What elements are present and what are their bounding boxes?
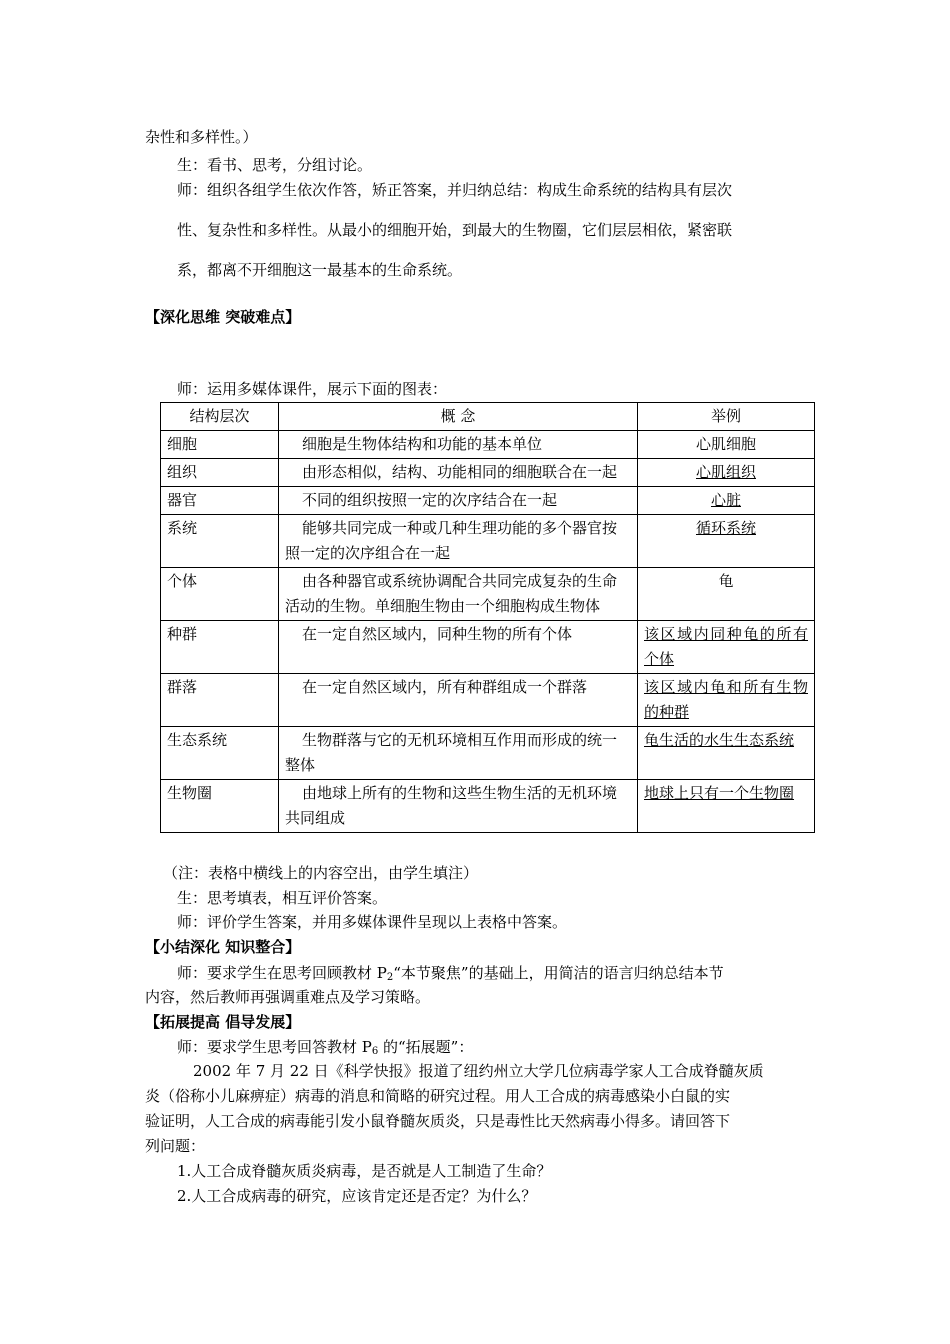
text-line: 生：看书、思考，分组讨论。 [177,156,373,174]
example-cell [638,459,815,487]
concept-cell: 由形态相似，结构、功能相同的细胞联合在一起 [279,459,638,487]
example-cell [638,515,815,568]
fill-blank-answer: 心肌组织 [695,463,756,481]
fill-blank-answer: 该区域内同种龟的所有个体 [644,625,808,668]
text-line: 2002 年 7 月 22 日《科学快报》报道了纽约州立大学几位病毒学家人工合成脊髓灰质 [193,1062,764,1080]
level-cell: 生物圈 [161,780,279,833]
text-line: 师：组织各组学生依次作答，矫正答案，并归纳总结：构成生命系统的结构具有层次 [177,181,733,199]
level-cell: 个体 [161,568,279,621]
example-cell [638,487,815,515]
section-heading: 【小结深化 知识整合】 [145,938,301,956]
section-heading: 【深化思维 突破难点】 [145,308,301,326]
level-cell: 群落 [161,674,279,727]
level-cell: 系统 [161,515,279,568]
table-row [161,515,815,568]
table-row [161,621,815,674]
table-row [161,487,815,515]
table-note: （注：表格中横线上的内容空出，由学生填注） [163,864,479,882]
concept-cell: 生物群落与它的无机环境相互作用而形成的统一整体 [279,727,638,780]
level-cell: 生态系统 [161,727,279,780]
concept-cell: 在一定自然区域内，所有种群组成一个群落 [279,674,638,727]
question-item: 2.人工合成病毒的研究，应该肯定还是否定？为什么？ [177,1187,537,1205]
header-concept: 概 念 [279,403,638,431]
concept-cell: 能够共同完成一种或几种生理功能的多个器官按照一定的次序组合在一起 [279,515,638,568]
question-item: 1.人工合成脊髓灰质炎病毒，是否就是人工制造了生命？ [177,1162,552,1180]
text-line: 验证明，人工合成的病毒能引发小鼠脊髓灰质炎，只是毒性比天然病毒小得多。请回答下 [145,1112,731,1130]
example-cell [638,621,815,674]
concept-cell: 在一定自然区域内，同种生物的所有个体 [279,621,638,674]
level-cell: 种群 [161,621,279,674]
concept-cell: 由地球上所有的生物和这些生物生活的无机环境共同组成 [279,780,638,833]
text-line: 内容，然后教师再强调重难点及学习策略。 [145,988,431,1006]
text-line: 系，都离不开细胞这一最基本的生命系统。 [177,261,463,279]
structure-levels-table [160,402,815,833]
fill-blank-answer: 该区域内龟和所有生物的种群 [644,678,808,721]
text-line: 师：要求学生在思考回顾教材 $P_2“$本节聚焦”的基础上，用简洁的语言归纳总结本节 [177,964,724,983]
text-line: 生：思考填表，相互评价答案。 [177,889,388,907]
fill-blank-answer: 地球上只有一个生物圈 [644,784,795,802]
level-cell: 细胞 [161,431,279,459]
table-row [161,431,815,459]
concept-cell: 细胞是生物体结构和功能的基本单位 [279,431,638,459]
example-cell [638,780,815,833]
table-row [161,674,815,727]
concept-cell: 不同的组织按照一定的次序结合在一起 [279,487,638,515]
text-line: 炎（俗称小儿麻痹症）病毒的消息和简略的研究过程。用人工合成的病毒感染小白鼠的实 [145,1087,731,1105]
header-level: 结构层次 [161,403,279,431]
header-example: 举例 [638,403,815,431]
table-row [161,727,815,780]
example-cell: 心肌细胞 [638,431,815,459]
text-line: 师：运用多媒体课件，展示下面的图表： [177,380,448,398]
table-row [161,568,815,621]
example-cell [638,674,815,727]
fill-blank-answer: 心脏 [710,491,741,509]
section-heading: 【拓展提高 倡导发展】 [145,1013,301,1031]
concept-cell: 由各种器官或系统协调配合共同完成复杂的生命活动的生物。单细胞生物由一个细胞构成生物体 [279,568,638,621]
text-line: 杂性和多样性。） [145,128,258,146]
example-cell: 龟 [638,568,815,621]
level-cell: 器官 [161,487,279,515]
fill-blank-answer: 循环系统 [695,519,756,537]
table-row [161,780,815,833]
fill-blank-answer: 龟生活的水生生态系统 [644,731,795,749]
example-cell [638,727,815,780]
table-row [161,459,815,487]
text-line: 师：要求学生思考回答教材 $P_6$ 的“拓展题”： [177,1038,474,1057]
level-cell: 组织 [161,459,279,487]
text-line: 性、复杂性和多样性。从最小的细胞开始，到最大的生物圈，它们层层相依，紧密联 [177,221,733,239]
table-header-row [161,403,815,431]
text-line: 师：评价学生答案，并用多媒体课件呈现以上表格中答案。 [177,913,568,931]
text-line: 列问题： [145,1137,206,1155]
